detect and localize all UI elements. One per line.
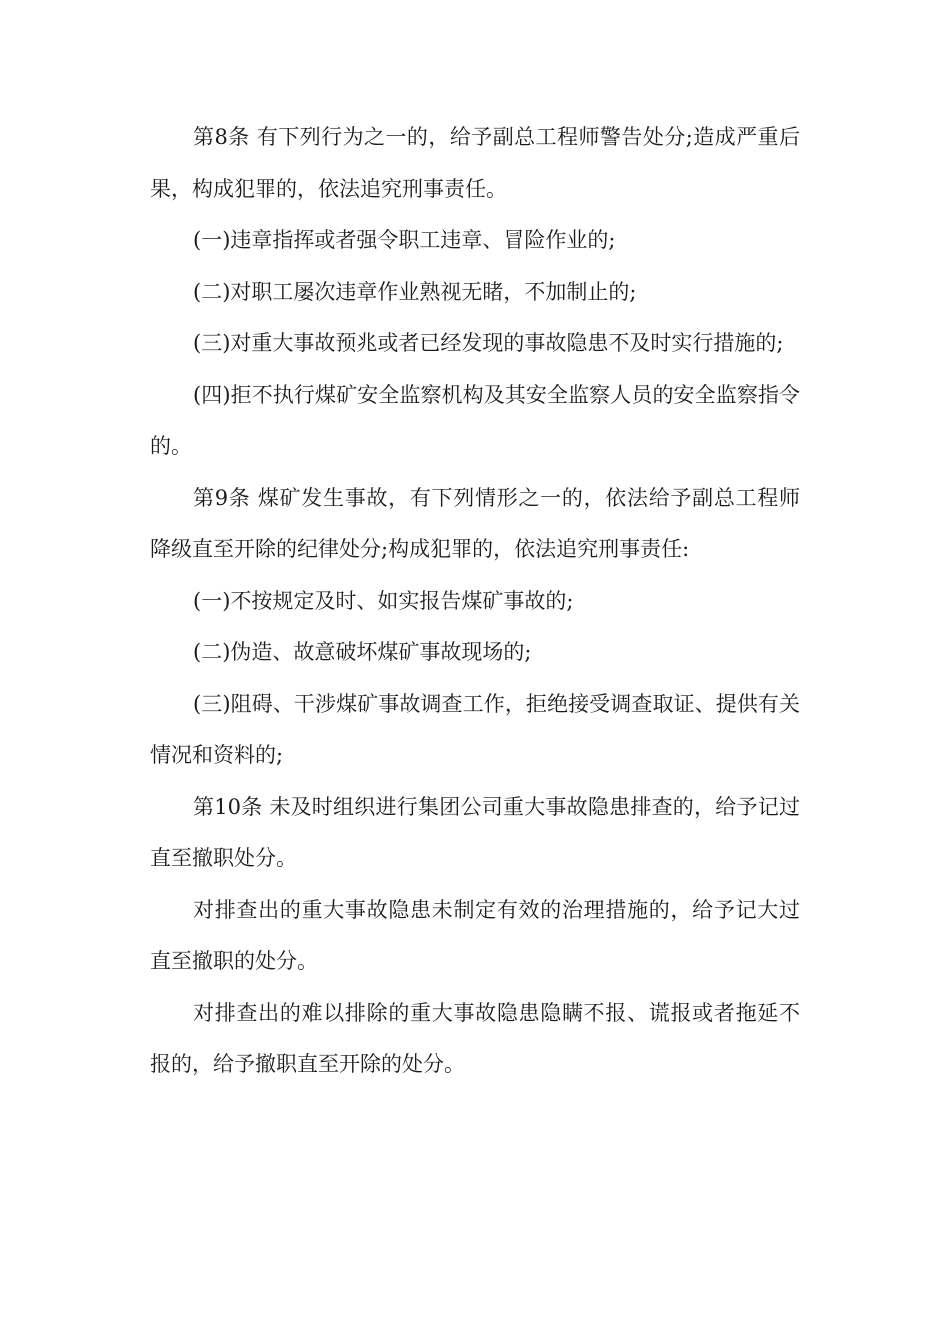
article-9-paragraph: 第9条 煤矿发生事故，有下列情形之一的，依法给予副总工程师降级直至开除的纪律处分;构成犯罪的，依法追究刑事责任: [150,485,800,561]
document-body [150,112,800,1091]
article-9-item-3: (三)阻碍、干涉煤矿事故调查工作，拒绝接受调查取证、提供有关情况和资料的; [150,691,800,767]
article-9-item-1: (一)不按规定及时、如实报告煤矿事故的; [193,588,574,613]
article-8-item-2: (二)对职工屡次违章作业熟视无睹，不加制止的; [193,279,637,304]
article-8-item-4: (四)拒不执行煤矿安全监察机构及其安全监察人员的安全监察指令的。 [150,382,800,458]
article-10-clause-3: 对排查出的难以排除的重大事故隐患隐瞒不报、谎报或者拖延不报的，给予撤职直至开除的处分。 [150,1000,800,1076]
article-9-item-2: (二)伪造、故意破坏煤矿事故现场的; [193,640,532,664]
article-8-item-3: (三)对重大事故预兆或者已经发现的事故隐患不及时实行措施的; [193,331,784,355]
article-10-paragraph: 第10条 未及时组织进行集团公司重大事故隐患排查的，给予记过直至撤职处分。 [150,794,800,870]
article-10-clause-2: 对排查出的重大事故隐患未制定有效的治理措施的，给予记大过直至撤职的处分。 [150,897,800,973]
article-8-item-1: (一)违章指挥或者强令职工违章、冒险作业的; [193,228,616,252]
article-8-paragraph: 第8条 有下列行为之一的，给予副总工程师警告处分;造成严重后果，构成犯罪的，依法追究刑事责任。 [150,125,800,201]
